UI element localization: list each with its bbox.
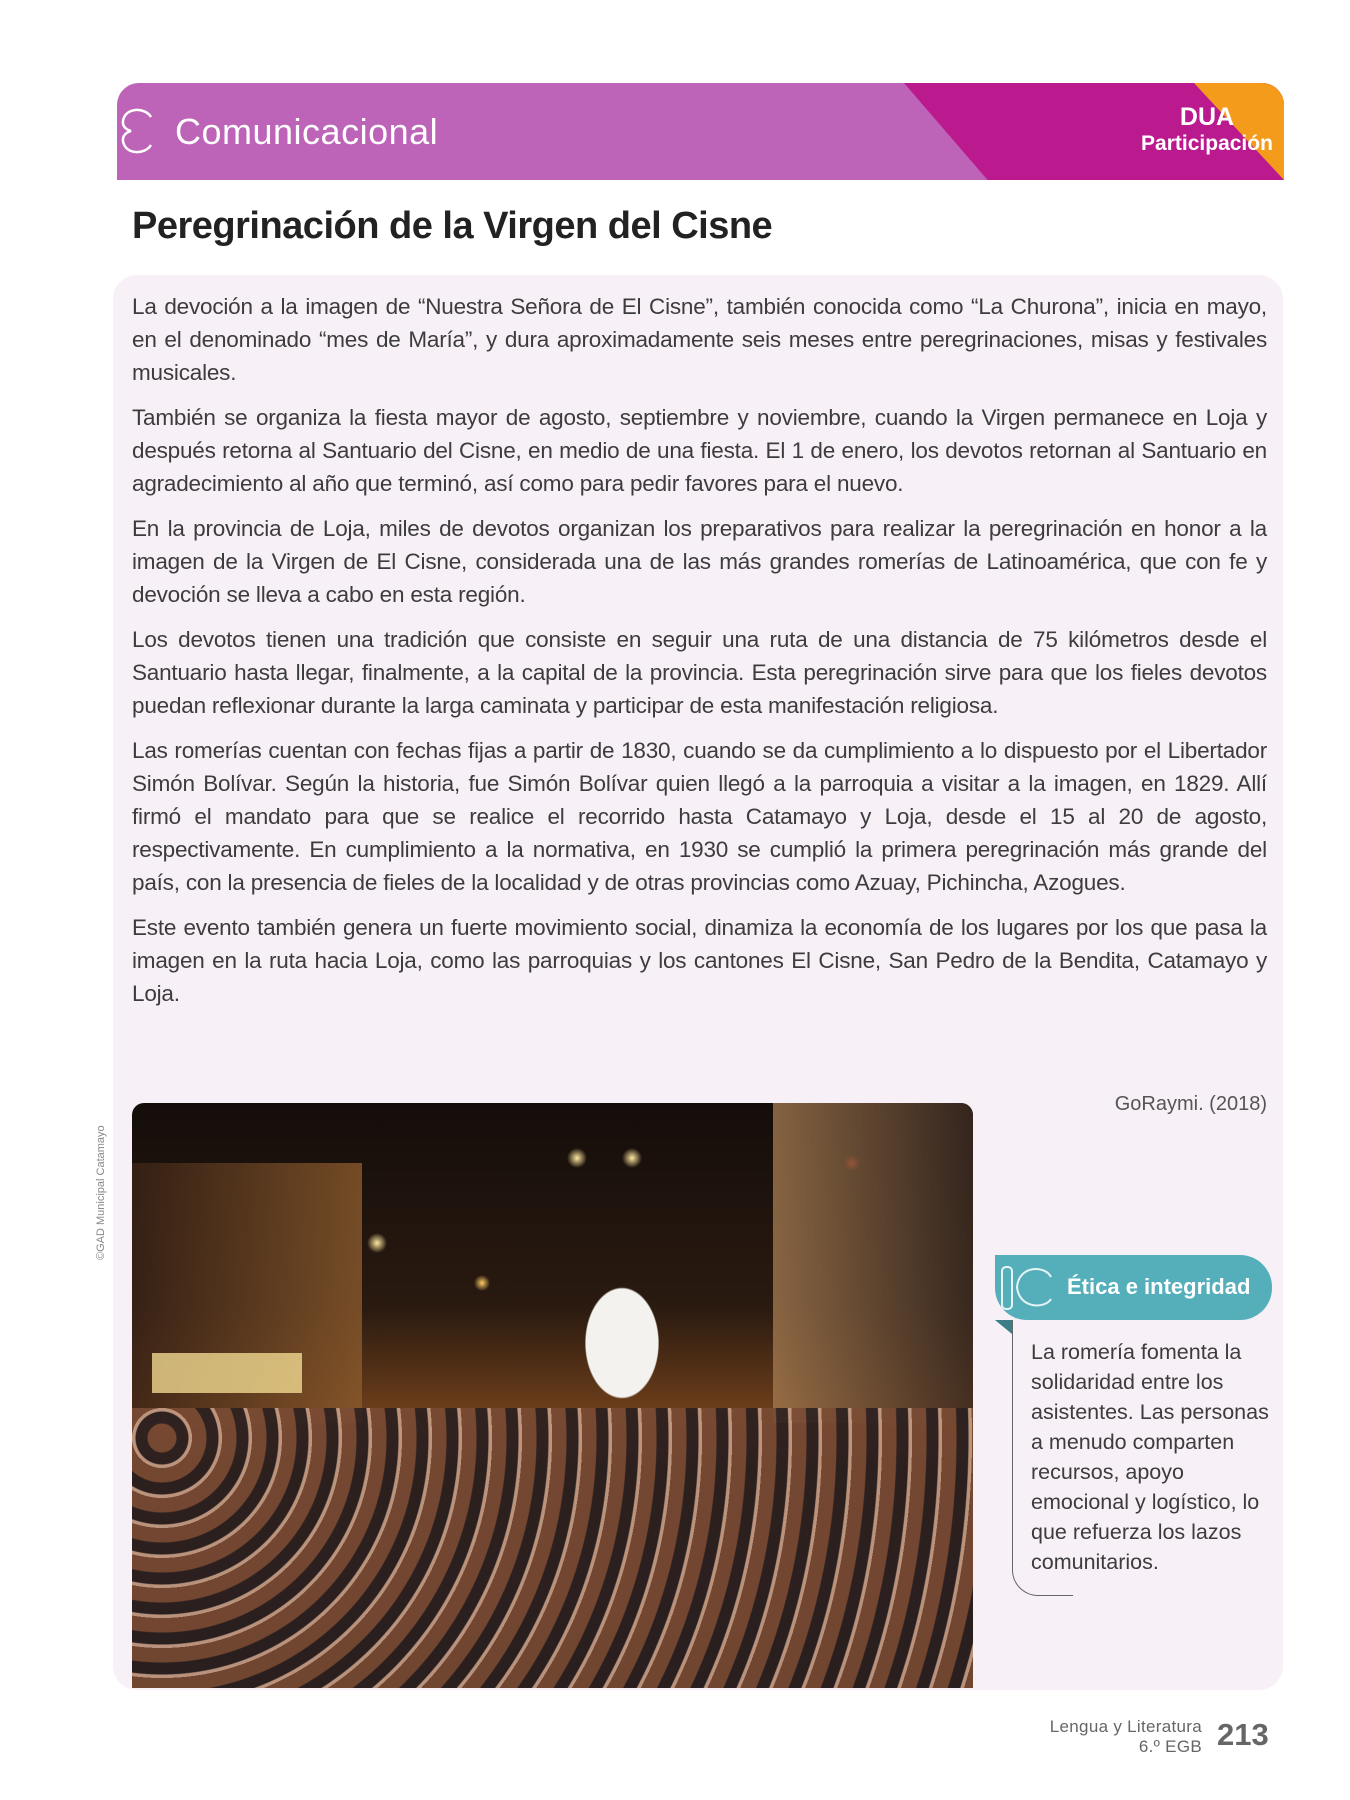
- paragraph: En la provincia de Loja, miles de devotos organizan los preparativos para realizar la peregrinación en honor a la imagen de la Virgen de El Cisne, considerada una de las más grandes romerías de Latinoamérica, que con fe y devoción se lleva a cabo en esta región.: [132, 516, 1267, 607]
- sidebar-title: Ética e integridad: [1067, 1274, 1251, 1299]
- ic-logo-icon: [999, 1263, 1057, 1313]
- comunicacional-c-icon: [117, 103, 157, 159]
- photo-credit: ©GAD Municipal Catamayo: [95, 1125, 107, 1260]
- source-citation: GoRaymi. (2018): [1114, 1093, 1267, 1115]
- procession-photo: [132, 1103, 973, 1688]
- dua-subtitle: Participación: [1141, 132, 1273, 155]
- footer-book-info: [1050, 1717, 1202, 1757]
- footer-book: Lengua y Literatura: [1049, 1717, 1202, 1736]
- photo-crowd: [132, 1408, 973, 1688]
- sidebar-header: [995, 1255, 1272, 1320]
- dua-badge: [1117, 103, 1284, 157]
- dua-title: DUA: [1179, 103, 1235, 131]
- paragraph: Este evento también genera un fuerte movimiento social, dinamiza la economía de los lugares por los que pasa la imagen en la ruta hacia Loja, como las parroquias y los cantones El Cisne, San Pedro de la Bendita, Catamayo y Loja.: [132, 915, 1267, 1006]
- footer-grade: 6.º EGB: [1138, 1737, 1202, 1756]
- photo-building-right: [773, 1103, 973, 1423]
- paragraph: Las romerías cuentan con fechas fijas a partir de 1830, cuando se da cumplimiento a lo dispuesto por el Libertador Simón Bolívar. Según la historia, fue Simón Bolívar quien llegó a la parroquia a visitar a la imagen, en 1829. Allí firmó el mandato para que se realice el recorrido hasta Catamayo y Loja, desde el 15 al 20 de agosto, respectivamente. En cumplimiento a la normativa, en 1930 se cumplió la primera peregrinación más grande del país, con la presencia de fieles de la localidad y de otras provincias como Azuay, Pichincha, Azogues.: [132, 738, 1267, 895]
- paragraph: Los devotos tienen una tradición que consiste en seguir una ruta de una distancia de 75 kilómetros desde el Santuario hasta llegar, finalmente, a la capital de la provincia. Esta peregrinación sirve para que los fieles devotos puedan reflexionar durante la larga caminata y participar de esta manifestación religiosa.: [132, 627, 1267, 718]
- article-body: [132, 290, 1267, 1022]
- sidebar-text: La romería fomenta la solidaridad entre los asistentes. Las personas a menudo comparten recursos, apoyo emocional y logístico, lo que refuerza los lazos comunitarios.: [1031, 1340, 1269, 1574]
- paragraph: La devoción a la imagen de “Nuestra Señora de El Cisne”, también conocida como “La Churona”, inicia en mayo, en el denominado “mes de María”, y dura aproximadamente seis meses entre peregrinaciones, misas y festivales musicales.: [132, 294, 1267, 385]
- section-header: [117, 83, 1284, 180]
- paragraph: También se organiza la fiesta mayor de agosto, septiembre y noviembre, cuando la Virgen permanece en Loja y después retorna al Santuario del Cisne, en medio de una fiesta. El 1 de enero, los devotos retornan al Santuario en agradecimiento al año que terminó, así como para pedir favores para el nuevo.: [132, 405, 1267, 496]
- sidebar-fold: [995, 1320, 1012, 1334]
- subject-label: Comunicacional: [175, 111, 439, 152]
- page-title: Peregrinación de la Virgen del Cisne: [132, 205, 773, 247]
- page-number: 213: [1217, 1717, 1269, 1752]
- photo-shop-light: [152, 1353, 302, 1393]
